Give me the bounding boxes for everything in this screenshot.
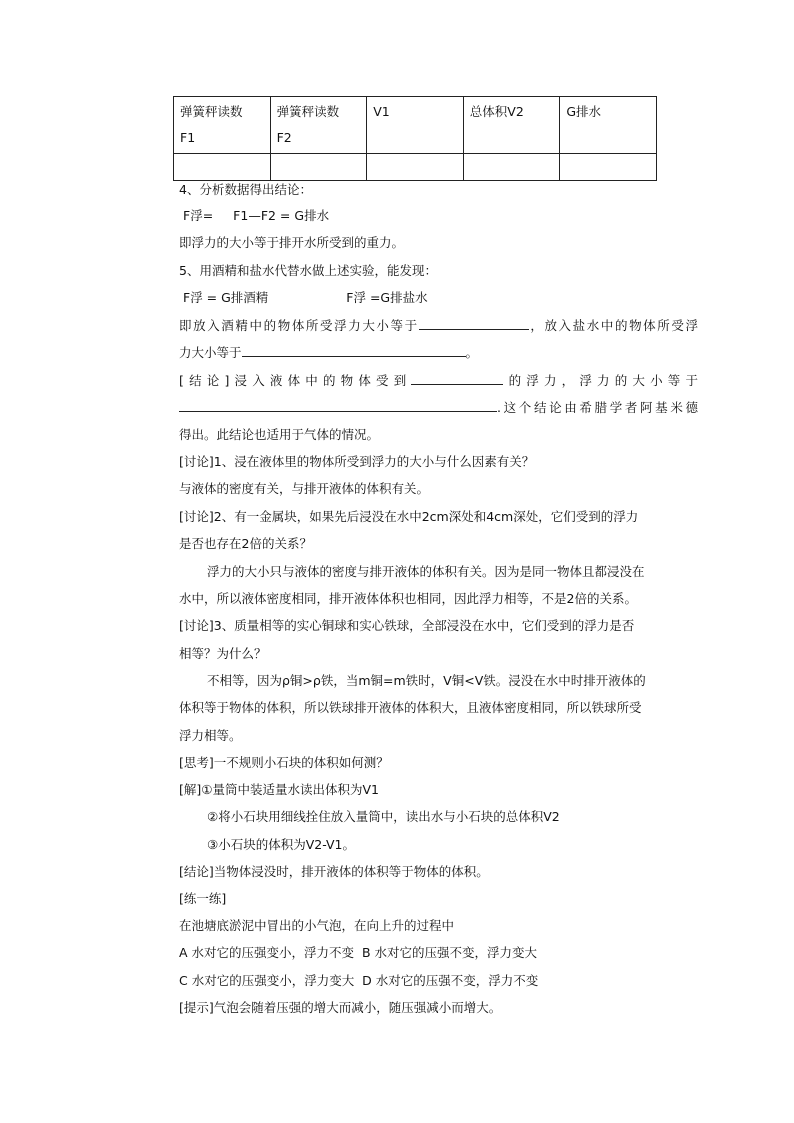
options-cd: C 水对它的压强变小，浮力变大 D 水对它的压强不变，浮力不变 (179, 973, 539, 988)
step5-heading: 5、用酒精和盐水代替水做上述实验，能发现： (179, 263, 437, 278)
measurement-table (173, 96, 657, 181)
thinking-question: [思考]一不规则小石块的体积如何测？ (179, 755, 389, 770)
answer-blank[interactable] (242, 343, 466, 357)
table-cell (463, 154, 560, 181)
table-header-cell: 弹簧秤读数 F1 (174, 97, 271, 154)
table-header-cell: 总体积V2 (463, 97, 560, 154)
table-cell (174, 154, 271, 181)
options-ab: A 水对它的压强变小，浮力不变 B 水对它的压强不变，浮力变大 (179, 945, 538, 960)
equation-float-water: F浮= F1—F2 = G排水 (183, 208, 330, 223)
fill-blank-line-2: 力大小等于 。 (179, 345, 479, 360)
discussion-2-answer: 水中，所以液体密度相同，排开液体体积也相同，因此浮力相等，不是2倍的关系。 (179, 591, 637, 606)
solution-step-1: [解]①量筒中装适量水读出体积为V1 (179, 782, 379, 797)
table-header-cell: 弹簧秤读数 F2 (270, 97, 367, 154)
discussion-1-question: [讨论]1、浸在液体里的物体所受到浮力的大小与什么因素有关？ (179, 454, 535, 469)
hint-text: [提示]气泡会随着压强的增大而减小，随压强减小而增大。 (179, 1000, 502, 1015)
discussion-3-answer: 不相等，因为ρ铜>ρ铁，当m铜=m铁时，V铜<V铁。浸没在水中时排开液体的 (207, 673, 646, 688)
answer-blank[interactable] (411, 371, 503, 385)
table-cell (560, 154, 657, 181)
fill-blank-line-1: 即放入酒精中的物体所受浮力大小等于 ，放入盐水中的物体所受浮 (179, 318, 698, 333)
discussion-3-answer: 体积等于物体的体积，所以铁球排开液体的体积大，且液体密度相同，所以铁球所受 (179, 700, 642, 715)
table-cell (270, 154, 367, 181)
discussion-3-question: 相等？为什么？ (179, 646, 267, 661)
conclusion-text: 得出。此结论也适用于气体的情况。 (179, 427, 380, 442)
table-cell (367, 154, 464, 181)
conclusion-fill-line-1: [结论]浸入液体中的物体受到 的浮力，浮力的大小等于 (179, 373, 698, 388)
solution-step-3: ③小石块的体积为V2-V1。 (207, 837, 355, 852)
table-header-row (174, 97, 657, 154)
discussion-1-answer: 与液体的密度有关，与排开液体的体积有关。 (179, 481, 430, 496)
discussion-3-answer: 浮力相等。 (179, 728, 242, 743)
equation-float-alcohol-brine: F浮 = G排酒精 F浮 =G排盐水 (183, 290, 428, 305)
conclusion-fill-line-2: .这个结论由希腊学者阿基米德 (179, 398, 698, 417)
discussion-2-answer: 浮力的大小只与液体的密度与排开液体的体积有关。因为是同一物体且都浸没在 (207, 564, 645, 579)
discussion-2-question: [讨论]2、有一金属块，如果先后浸没在水中2cm深处和4cm深处，它们受到的浮力 (179, 509, 639, 524)
solution-step-2: ②将小石块用细线拴住放入量筒中，读出水与小石块的总体积V2 (207, 809, 560, 824)
practice-heading: [练一练] (179, 891, 227, 906)
question-stem: 在池塘底淤泥中冒出的小气泡，在向上升的过程中 (179, 918, 455, 933)
answer-blank[interactable] (419, 316, 529, 330)
answer-blank[interactable] (179, 398, 497, 412)
discussion-3-question: [讨论]3、质量相等的实心铜球和实心铁球，全部浸没在水中，它们受到的浮力是否 (179, 618, 635, 633)
conclusion-text: [结论]当物体浸没时，排开液体的体积等于物体的体积。 (179, 864, 489, 879)
conclusion-text: 即浮力的大小等于排开水所受到的重力。 (179, 235, 405, 250)
table-header-cell: V1 (367, 97, 464, 154)
table-row (174, 154, 657, 181)
table-header-cell: G排水 (560, 97, 657, 154)
step4-heading: 4、分析数据得出结论： (179, 182, 312, 197)
discussion-2-question: 是否也存在2倍的关系？ (179, 536, 312, 551)
